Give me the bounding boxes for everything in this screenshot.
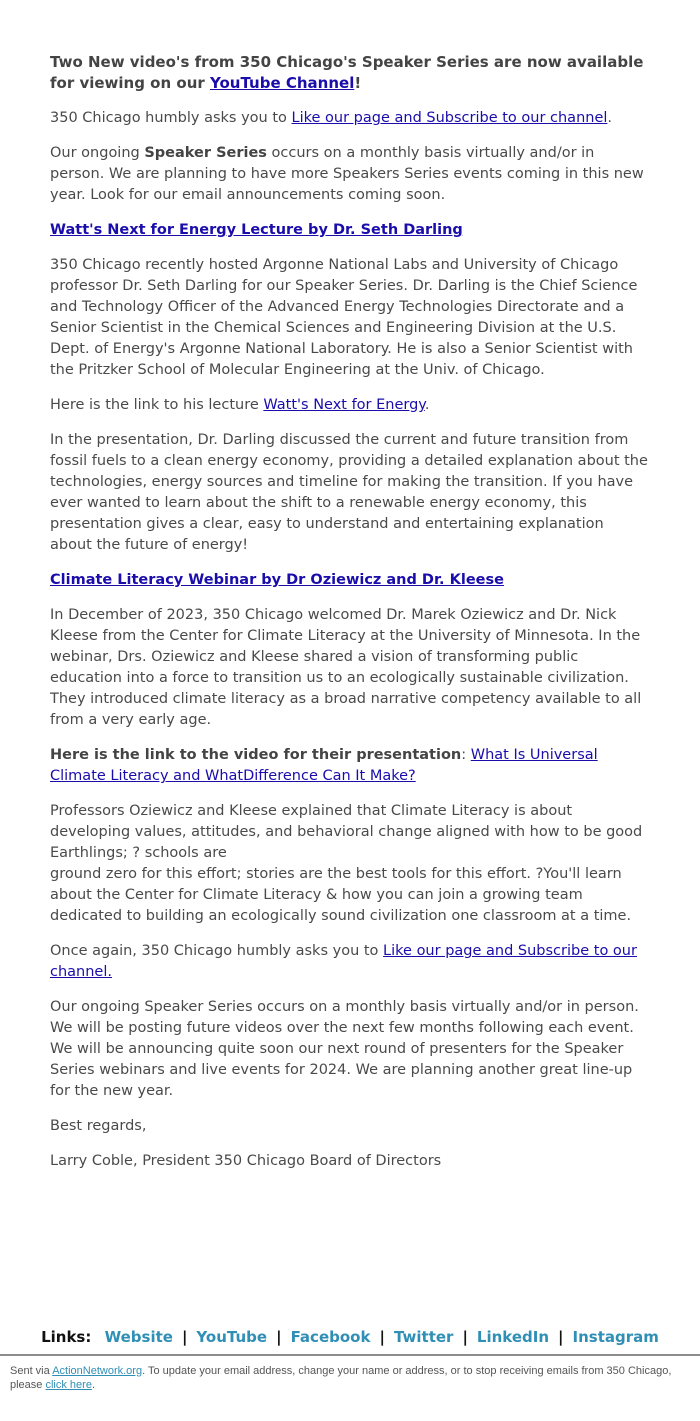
speaker-series-outro: Our ongoing Speaker Series occurs on a monthly basis virtually and/or in person. We will be posting future videos over the next few months following each event. We will be announcing quite soon our next round of presenters for the Speaker Series webinars and live events for 2024. We are planning another great line-up for the new year. (50, 999, 639, 1099)
footer-links-bar (0, 1328, 700, 1346)
youtube-channel-link[interactable]: YouTube Channel (210, 74, 355, 92)
intro-paragraph: Two New video's from 350 Chicago's Speaker Series are now available for viewing on our YouTube Channel! (50, 53, 644, 92)
subscribe-link[interactable]: Like our page and Subscribe to our channel (291, 110, 608, 126)
darling-bio: 350 Chicago recently hosted Argonne National Labs and University of Chicago professor Dr. Seth Darling for our Speaker Series. Dr. Darling is the Chief Science and Technology Officer of the Advanced Energy Technologies Directorate and a Senior Scientist in the Chemical Sciences and Engineering Division at the U.S. Dept. of Energy's Argonne National Laboratory. He is also a Senior Scientist with the Pritzker School of Molecular Engineering at the Univ. of Chicago. (50, 257, 638, 378)
actionnetwork-link[interactable]: ActionNetwork.org (52, 1365, 143, 1377)
climate-literacy-title-link[interactable]: Climate Literacy Webinar by Dr Oziewicz and Dr. Kleese (50, 572, 504, 588)
footer-fine-print: Sent via ActionNetwork.org. To update your email address, change your name or address, or to stop receiving emails from 350 Chicago, please click here. (10, 1365, 672, 1391)
email-body (50, 52, 650, 1186)
separator: | (462, 1328, 468, 1346)
darling-summary: In the presentation, Dr. Darling discussed the current and future transition from fossil fuels to a clean energy economy, providing a detailed explanation about the technologies, energy sources and timeline for making the transition. If you have ever wanted to learn about the shift to a renewable energy economy, this presentation gives a clear, easy to understand and entertaining explanation about the future of energy! (50, 432, 648, 553)
signature: Larry Coble, President 350 Chicago Board of Directors (50, 1153, 442, 1169)
climate-literacy-body: In December of 2023, 350 Chicago welcomed Dr. Marek Oziewicz and Dr. Nick Kleese from the Center for Climate Literacy at the University of Minnesota. In the webinar, Drs. Oziewicz and Kleese shared a vision of transforming public education into a force to transition us to an ecologically sustainable civilization. They introduced climate literacy as a broad narrative competency available to all from a very early age. (50, 607, 642, 728)
closing: Best regards, (50, 1118, 147, 1134)
darling-lecture-link-paragraph: Here is the link to his lecture Watt's Next for Energy. (50, 397, 430, 413)
watts-next-link[interactable]: Watt's Next for Energy (263, 397, 425, 413)
separator: | (276, 1328, 282, 1346)
footer-divider (0, 1354, 700, 1356)
section-title-darling (50, 220, 650, 241)
website-link[interactable]: Website (104, 1328, 173, 1346)
subscribe-link-again[interactable]: Like our page and Subscribe to our channel. (50, 943, 637, 980)
separator: | (558, 1328, 564, 1346)
climate-literacy-video-link[interactable]: What Is Universal Climate Literacy and WhatDifference Can It Make? (50, 747, 598, 784)
subscribe-request-again: Once again, 350 Chicago humbly asks you to Like our page and Subscribe to our channel. (50, 943, 637, 980)
climate-literacy-summary: Professors Oziewicz and Kleese explained that Climate Literacy is about developing values, attitudes, and behavioral change aligned with how to be good Earthlings; ? schools are ground zero for this effort; stories are the best tools for this effort. ?You'll learn about the Center for Climate Literacy & how you can join a growing team dedicated to building an ecologically sound civilization one classroom at a time. (50, 803, 643, 924)
instagram-link[interactable]: Instagram (572, 1328, 659, 1346)
climate-literacy-link-paragraph: Here is the link to the video for their presentation: What Is Universal Climate Literacy and WhatDifference Can It Make? (50, 747, 598, 784)
separator: | (379, 1328, 385, 1346)
section-title-climate-literacy (50, 570, 650, 591)
links-label: Links: (41, 1328, 92, 1346)
unsubscribe-link[interactable]: click here (45, 1379, 92, 1391)
darling-lecture-title-link[interactable]: Watt's Next for Energy Lecture by Dr. Seth Darling (50, 222, 463, 238)
speaker-series-intro: Our ongoing Speaker Series occurs on a monthly basis virtually and/or in person. We are planning to have more Speakers Series events coming in this new year. Look for our email announcements coming soon. (50, 145, 644, 203)
linkedin-link[interactable]: LinkedIn (476, 1328, 550, 1346)
facebook-link[interactable]: Facebook (290, 1328, 371, 1346)
separator: | (181, 1328, 188, 1346)
subscribe-request: 350 Chicago humbly asks you to Like our page and Subscribe to our channel. (50, 110, 613, 126)
youtube-link[interactable]: YouTube (196, 1328, 268, 1346)
twitter-link[interactable]: Twitter (393, 1328, 454, 1346)
